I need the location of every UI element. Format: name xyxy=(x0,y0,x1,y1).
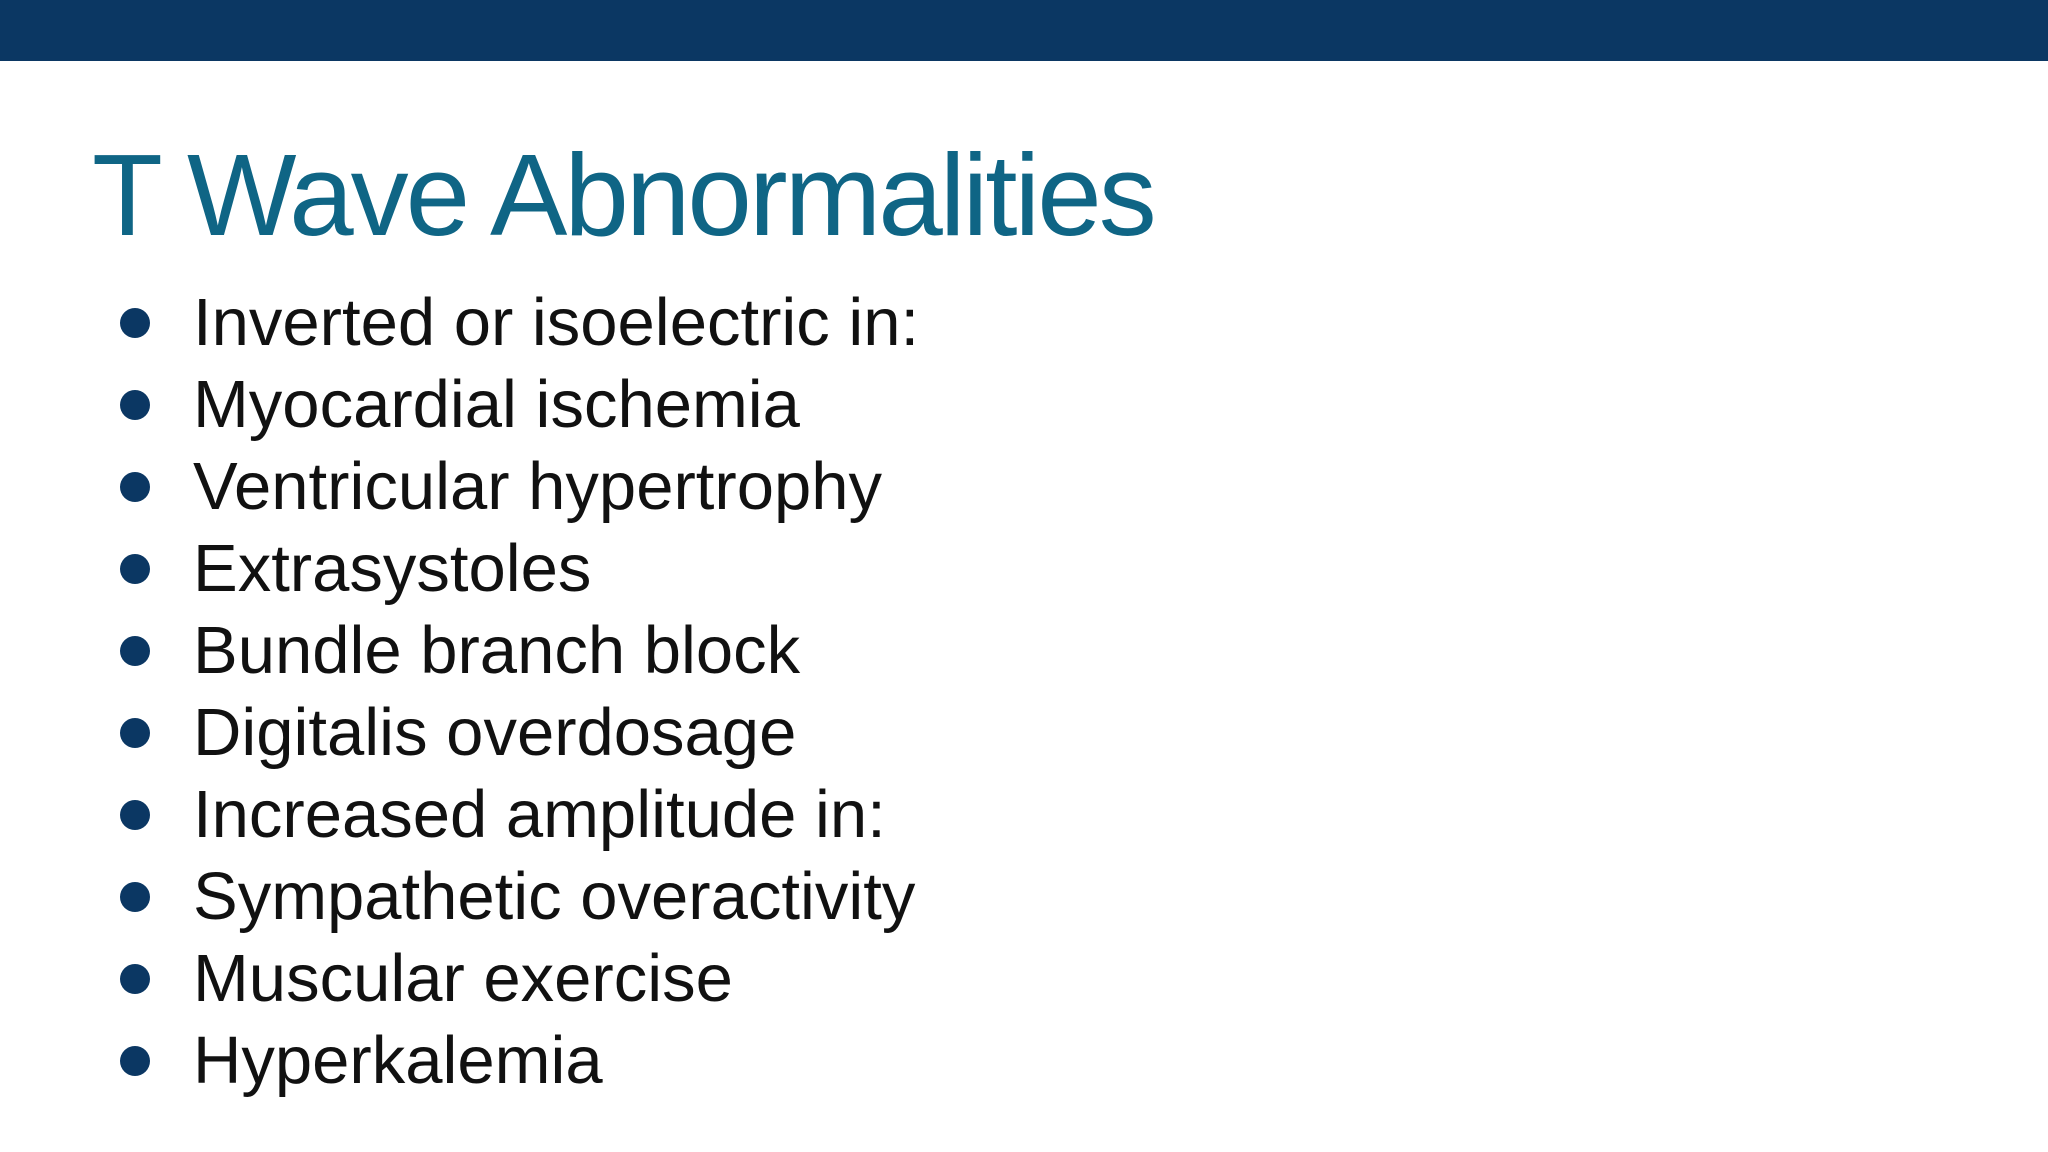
bullet-dot-icon xyxy=(120,390,150,420)
bullet-dot-icon xyxy=(120,554,150,584)
bullet-text: Inverted or isoelectric in: xyxy=(193,285,920,360)
bullet-dot-icon xyxy=(120,1046,150,1076)
bullet-text: Sympathetic overactivity xyxy=(193,859,916,934)
bullet-text: Muscular exercise xyxy=(193,941,733,1016)
bullet-text: Myocardial ischemia xyxy=(193,367,800,442)
bullet-dot-icon xyxy=(120,636,150,666)
top-header-bar xyxy=(0,0,2048,61)
slide-title: T Wave Abnormalities xyxy=(92,130,1154,260)
bullet-text: Digitalis overdosage xyxy=(193,695,797,770)
list-item xyxy=(120,446,919,528)
list-item xyxy=(120,856,919,938)
list-item xyxy=(120,692,919,774)
bullet-dot-icon xyxy=(120,308,150,338)
bullet-dot-icon xyxy=(120,964,150,994)
list-item xyxy=(120,1020,919,1102)
list-item xyxy=(120,282,919,364)
bullet-text: Ventricular hypertrophy xyxy=(193,449,882,524)
bullet-list xyxy=(120,282,919,1102)
bullet-text: Hyperkalemia xyxy=(193,1023,603,1098)
bullet-text: Increased amplitude in: xyxy=(193,777,886,852)
list-item xyxy=(120,528,919,610)
bullet-dot-icon xyxy=(120,882,150,912)
list-item xyxy=(120,938,919,1020)
bullet-text: Extrasystoles xyxy=(193,531,592,606)
bullet-dot-icon xyxy=(120,472,150,502)
bullet-dot-icon xyxy=(120,718,150,748)
bullet-dot-icon xyxy=(120,800,150,830)
bullet-text: Bundle branch block xyxy=(193,613,801,688)
list-item xyxy=(120,364,919,446)
list-item xyxy=(120,774,919,856)
list-item xyxy=(120,610,919,692)
